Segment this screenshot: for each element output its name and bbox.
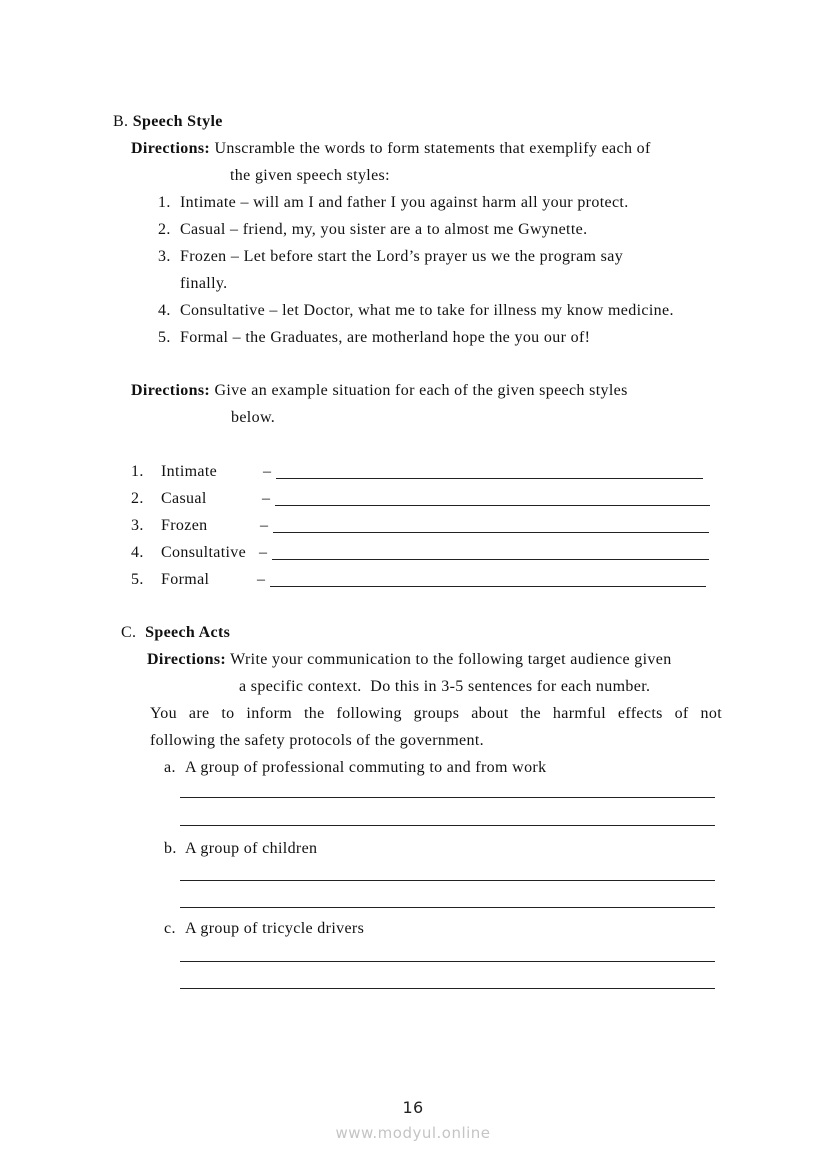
intro-text-cont: following the safety protocols of the government. — [150, 732, 484, 749]
blank-label: Consultative — [161, 544, 247, 561]
list-item-number: 3. — [158, 248, 171, 265]
group-letter: c. — [164, 920, 176, 937]
blank-number: 2. — [131, 490, 144, 507]
blank-number: 1. — [131, 463, 144, 480]
directions-text-cont: the given speech styles: — [230, 167, 390, 184]
intro-text: You are to inform the following groups about the harmful effects of not — [150, 705, 722, 722]
answer-line[interactable] — [180, 880, 715, 881]
answer-line[interactable] — [180, 907, 715, 908]
directions-text-cont: a specific context. Do this in 3-5 sentences for each number. — [239, 678, 651, 695]
group-item: A group of children — [185, 840, 318, 857]
directions — [131, 138, 651, 160]
section-letter: C. — [121, 624, 137, 641]
directions-label: Directions: — [131, 382, 211, 399]
answer-line[interactable] — [273, 532, 709, 533]
blank-label: Frozen — [161, 517, 208, 534]
directions — [147, 649, 672, 671]
group-item: A group of tricycle drivers — [185, 920, 365, 937]
list-item-number: 2. — [158, 221, 171, 238]
answer-line[interactable] — [180, 797, 715, 798]
blank-dash: – — [260, 517, 269, 534]
blank-label: Formal — [161, 571, 210, 588]
blank-number: 3. — [131, 517, 144, 534]
list-item: Consultative – let Doctor, what me to take for illness my know medicine. — [180, 302, 674, 319]
answer-line[interactable] — [180, 825, 715, 826]
list-item: Casual – friend, my, you sister are a to almost me Gwynette. — [180, 221, 588, 238]
group-letter: b. — [164, 840, 177, 857]
section-title: Speech Acts — [145, 624, 231, 641]
group-item: A group of professional commuting to and from work — [185, 759, 547, 776]
directions-text: Write your communication to the following target audience given — [230, 651, 672, 668]
directions-text-cont: below. — [231, 409, 276, 426]
list-item-number: 5. — [158, 329, 171, 346]
answer-line[interactable] — [270, 586, 706, 587]
directions-2 — [131, 380, 628, 402]
blank-dash: – — [259, 544, 268, 561]
list-item: Intimate – will am I and father I you against harm all your protect. — [180, 194, 629, 211]
blank-label: Casual — [161, 490, 207, 507]
answer-line[interactable] — [272, 559, 709, 560]
answer-line[interactable] — [275, 505, 710, 506]
section-b-heading — [113, 111, 223, 133]
directions-text: Give an example situation for each of the given speech styles — [214, 382, 628, 399]
answer-line[interactable] — [180, 988, 715, 989]
watermark: www.modyul.online — [335, 1124, 491, 1142]
list-item-number: 4. — [158, 302, 171, 319]
directions-label: Directions: — [131, 140, 211, 157]
list-item-cont: finally. — [180, 275, 228, 292]
group-letter: a. — [164, 759, 176, 776]
list-item: Frozen – Let before start the Lord’s prayer us we the program say — [180, 248, 624, 265]
section-c-heading — [121, 622, 230, 644]
blank-dash: – — [262, 490, 271, 507]
section-letter: B. — [113, 113, 129, 130]
section-title: Speech Style — [132, 113, 223, 130]
page-number: 16 — [402, 1098, 424, 1117]
blank-number: 4. — [131, 544, 144, 561]
directions-text: Unscramble the words to form statements that exemplify each of — [214, 140, 651, 157]
blank-label: Intimate — [161, 463, 218, 480]
answer-line[interactable] — [180, 961, 715, 962]
list-item-number: 1. — [158, 194, 171, 211]
directions-label: Directions: — [147, 651, 227, 668]
blank-dash: – — [257, 571, 266, 588]
blank-number: 5. — [131, 571, 144, 588]
blank-dash: – — [263, 463, 272, 480]
answer-line[interactable] — [276, 478, 703, 479]
list-item: Formal – the Graduates, are motherland hope the you our of! — [180, 329, 591, 346]
